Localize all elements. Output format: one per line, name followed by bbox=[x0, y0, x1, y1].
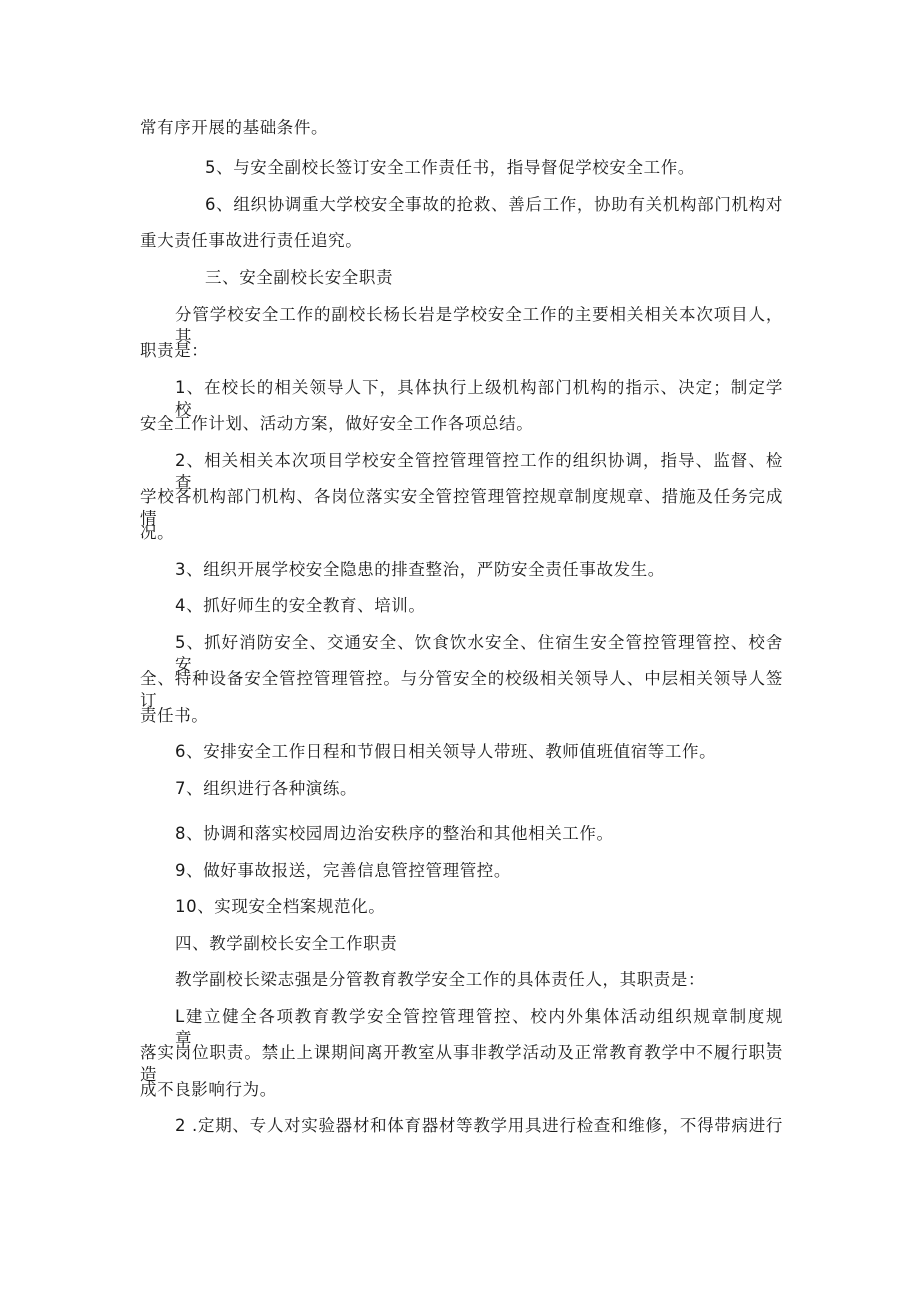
text-line: 5、与安全副校长签订安全工作责任书，指导督促学校安全工作。 bbox=[205, 158, 695, 177]
section-heading: 三、安全副校长安全职责 bbox=[205, 268, 394, 287]
text-line: 2、相关相关本次项目学校安全管控管理管控工作的组织协调，指导、监督、检查 bbox=[175, 451, 783, 492]
text-line: 7、组织进行各种演练。 bbox=[175, 779, 358, 798]
text-line: 成不良影响行为。 bbox=[140, 1080, 277, 1099]
text-line: 1、在校长的相关领导人下，具体执行上级机构部门机构的指示、决定；制定学校 bbox=[175, 378, 783, 419]
text-line: 常有序开展的基础条件。 bbox=[140, 118, 329, 137]
text-line: 2 .定期、专人对实验器材和体育器材等教学用具进行检查和维修，不得带病进行 bbox=[175, 1116, 783, 1135]
section-heading: 四、教学副校长安全工作职责 bbox=[175, 934, 398, 953]
text-line: 安全工作计划、活动方案，做好安全工作各项总结。 bbox=[140, 414, 534, 433]
text-line: 10、实现安全档案规范化。 bbox=[175, 897, 386, 916]
text-line: 分管学校安全工作的副校长杨长岩是学校安全工作的主要相关相关本次项目人，其 bbox=[175, 305, 783, 346]
text-line: 5、抓好消防安全、交通安全、饮食饮水安全、住宿生安全管控管理管控、校舍安 bbox=[175, 633, 783, 674]
text-line: 重大责任事故进行责任追究。 bbox=[140, 231, 363, 250]
text-line: 9、做好事故报送，完善信息管控管理管控。 bbox=[175, 861, 511, 880]
text-line: 教学副校长梁志强是分管教育教学安全工作的具体责任人，其职责是： bbox=[175, 970, 706, 989]
text-line: 4、抓好师生的安全教育、培训。 bbox=[175, 596, 426, 615]
text-line: 3、组织开展学校安全隐患的排查整治，严防安全责任事故发生。 bbox=[175, 560, 665, 579]
text-line: L建立健全各项教育教学安全管控管理管控、校内外集体活动组织规章制度规章， bbox=[175, 1007, 783, 1048]
text-line: 责任书。 bbox=[140, 706, 209, 725]
text-line: 况。 bbox=[140, 523, 175, 542]
text-line: 学校各机构部门机构、各岗位落实安全管控管理管控规章制度规章、措施及任务完成情 bbox=[140, 487, 783, 528]
text-line: 全、特种设备安全管控管理管控。与分管安全的校级相关领导人、中层相关领导人签订 bbox=[140, 669, 783, 710]
text-line: 落实岗位职责。禁止上课期间离开教室从事非教学活动及正常教育教学中不履行职责造 bbox=[140, 1043, 783, 1084]
text-line: 6、安排安全工作日程和节假日相关领导人带班、教师值班值宿等工作。 bbox=[175, 742, 717, 761]
text-line: 职责是： bbox=[140, 341, 209, 360]
text-line: 8、协调和落实校园周边治安秩序的整治和其他相关工作。 bbox=[175, 824, 614, 843]
text-line: 6、组织协调重大学校安全事故的抢救、善后工作，协助有关机构部门机构对 bbox=[205, 195, 783, 214]
